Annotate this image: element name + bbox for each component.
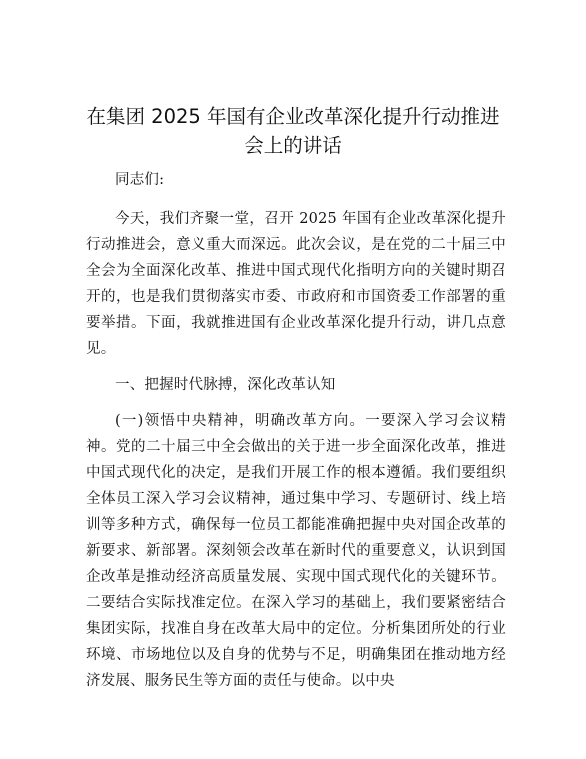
section-heading: 一、把握时代脉搏，深化改革认知 (115, 377, 336, 393)
opening-paragraph: 今天，我们齐聚一堂，召开 2025 年国有企业改革深化提升行动推进会，意义重大而深远。此次会议，是在党的二十届三中全会为全面深化改革、推进中国式现代化指明方向的关键时期召开的，也是我们贯彻落实市委、市政府和市国资委工作部署的重要举措。下面，我就推进国有企业改革深化提升行动，讲几点意见。 (86, 211, 506, 357)
greeting: 同志们: (115, 172, 165, 188)
section-paragraph: (一)领悟中央精神，明确改革方向。一要深入学习会议精神。党的二十届三中全会做出的关于进一步全面深化改革，推进中国式现代化的决定，是我们开展工作的根本遵循。我们要组织全体员工深入学习会议精神，通过集中学习、专题研讨、线上培训等多种方式，确保每一位员工都能准确把握中央对国企改革的新要求、新部署。深刻领会改革在新时代的重要意义，认识到国企改革是推动经济高质量发展、实现中国式现代化的关键环节。二要结合实际找准定位。在深入学习的基础上，我们要紧密结合集团实际，找准自身在改革大局中的定位。分析集团所处的行业环境、市场地位以及自身的优势与不足，明确集团在推动地方经济发展、服务民生等方面的责任与使命。以中央 (86, 413, 506, 689)
title-line-1: 在集团 2025 年国有企业改革深化提升行动推进 (86, 105, 500, 128)
document-title (60, 102, 526, 160)
title-line-2: 会上的讲话 (244, 134, 342, 157)
